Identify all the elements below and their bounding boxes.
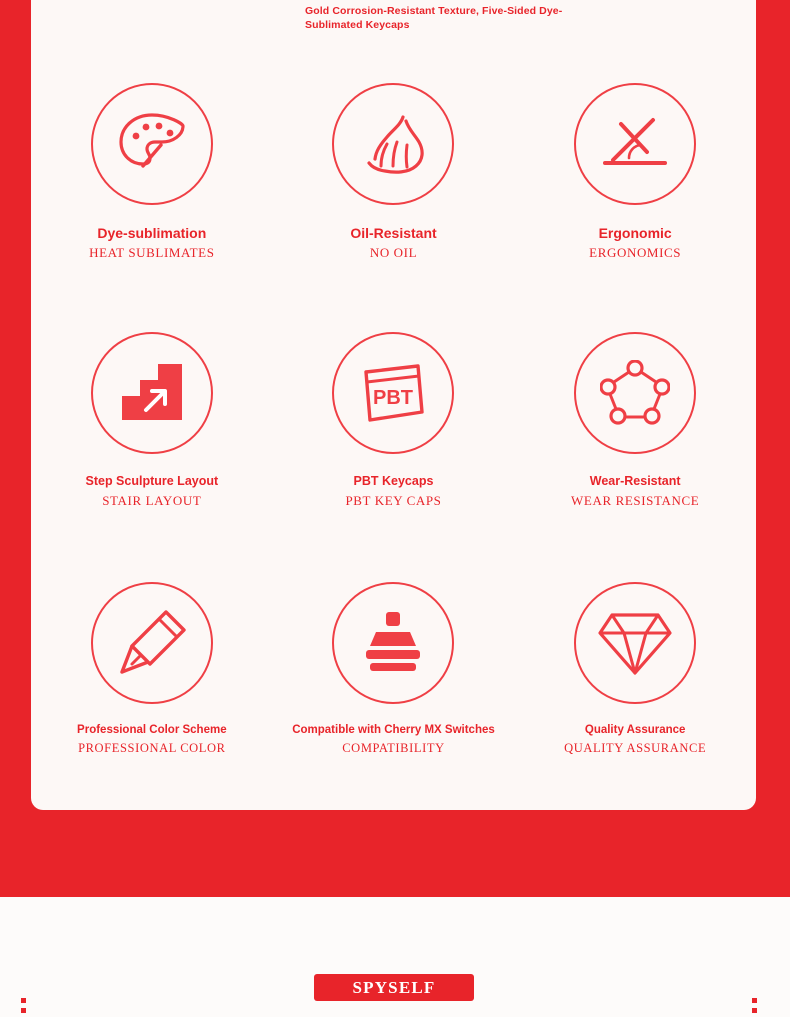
feature-title: Ergonomic: [598, 225, 672, 242]
feature-subtitle: STAIR LAYOUT: [102, 492, 202, 508]
feature-subtitle: ERGONOMICS: [589, 245, 682, 261]
cherry-switch-icon: [332, 582, 454, 704]
feature-subtitle: COMPATIBILITY: [342, 740, 445, 755]
right-dot-decoration: [752, 998, 757, 1016]
feature-title: Oil-Resistant: [350, 225, 437, 242]
feature-item-professional-color-scheme[interactable]: [31, 545, 273, 793]
feature-item-step-sculpture-layout[interactable]: [31, 296, 273, 544]
stair-arrow-icon: [91, 332, 213, 454]
pbt-keycap-icon: [332, 332, 454, 454]
pencil-brush-icon: [91, 582, 213, 704]
brand-logo-text: SPYSELF: [352, 977, 436, 997]
feature-item-quality-assurance[interactable]: [514, 545, 756, 793]
svg-text:PBT: PBT: [373, 387, 414, 410]
feature-item-wear-resistant[interactable]: [514, 296, 756, 544]
palette-icon: [91, 83, 213, 205]
feature-title: Dye-sublimation: [97, 225, 207, 242]
feature-title: Professional Color Scheme: [77, 723, 227, 736]
feature-title: Compatible with Cherry MX Switches: [292, 723, 495, 736]
feature-title: PBT Keycaps: [353, 474, 434, 489]
feature-item-cherry-mx-compatibility[interactable]: [273, 545, 515, 793]
oil-drop-hand-icon: [332, 83, 454, 205]
feature-title: Step Sculpture Layout: [85, 474, 219, 489]
feature-subtitle: HEAT SUBLIMATES: [89, 245, 215, 261]
feature-subtitle: PROFESSIONAL COLOR: [78, 740, 226, 755]
feature-title: Quality Assurance: [584, 723, 686, 736]
feature-item-ergonomic[interactable]: [514, 48, 756, 296]
feature-item-oil-resistant[interactable]: [273, 48, 515, 296]
brand-logo: [314, 974, 474, 1001]
card-heading: Gold Corrosion-Resistant Texture, Five-Sided Dye-Sublimated Keycaps: [305, 5, 563, 32]
molecule-hexagon-icon: [574, 332, 696, 454]
feature-item-pbt-keycaps[interactable]: [273, 296, 515, 544]
feature-subtitle: QUALITY ASSURANCE: [564, 740, 707, 755]
diamond-icon: [574, 582, 696, 704]
left-dot-decoration: [21, 998, 26, 1016]
feature-subtitle: PBT KEY CAPS: [345, 492, 442, 508]
feature-subtitle: WEAR RESISTANCE: [571, 492, 700, 508]
feature-subtitle: NO OIL: [369, 245, 418, 261]
feature-item-dye-sublimation[interactable]: [31, 48, 273, 296]
feature-grid: [31, 48, 756, 793]
feature-title: Wear-Resistant: [589, 474, 681, 489]
angle-ruler-icon: [574, 83, 696, 205]
